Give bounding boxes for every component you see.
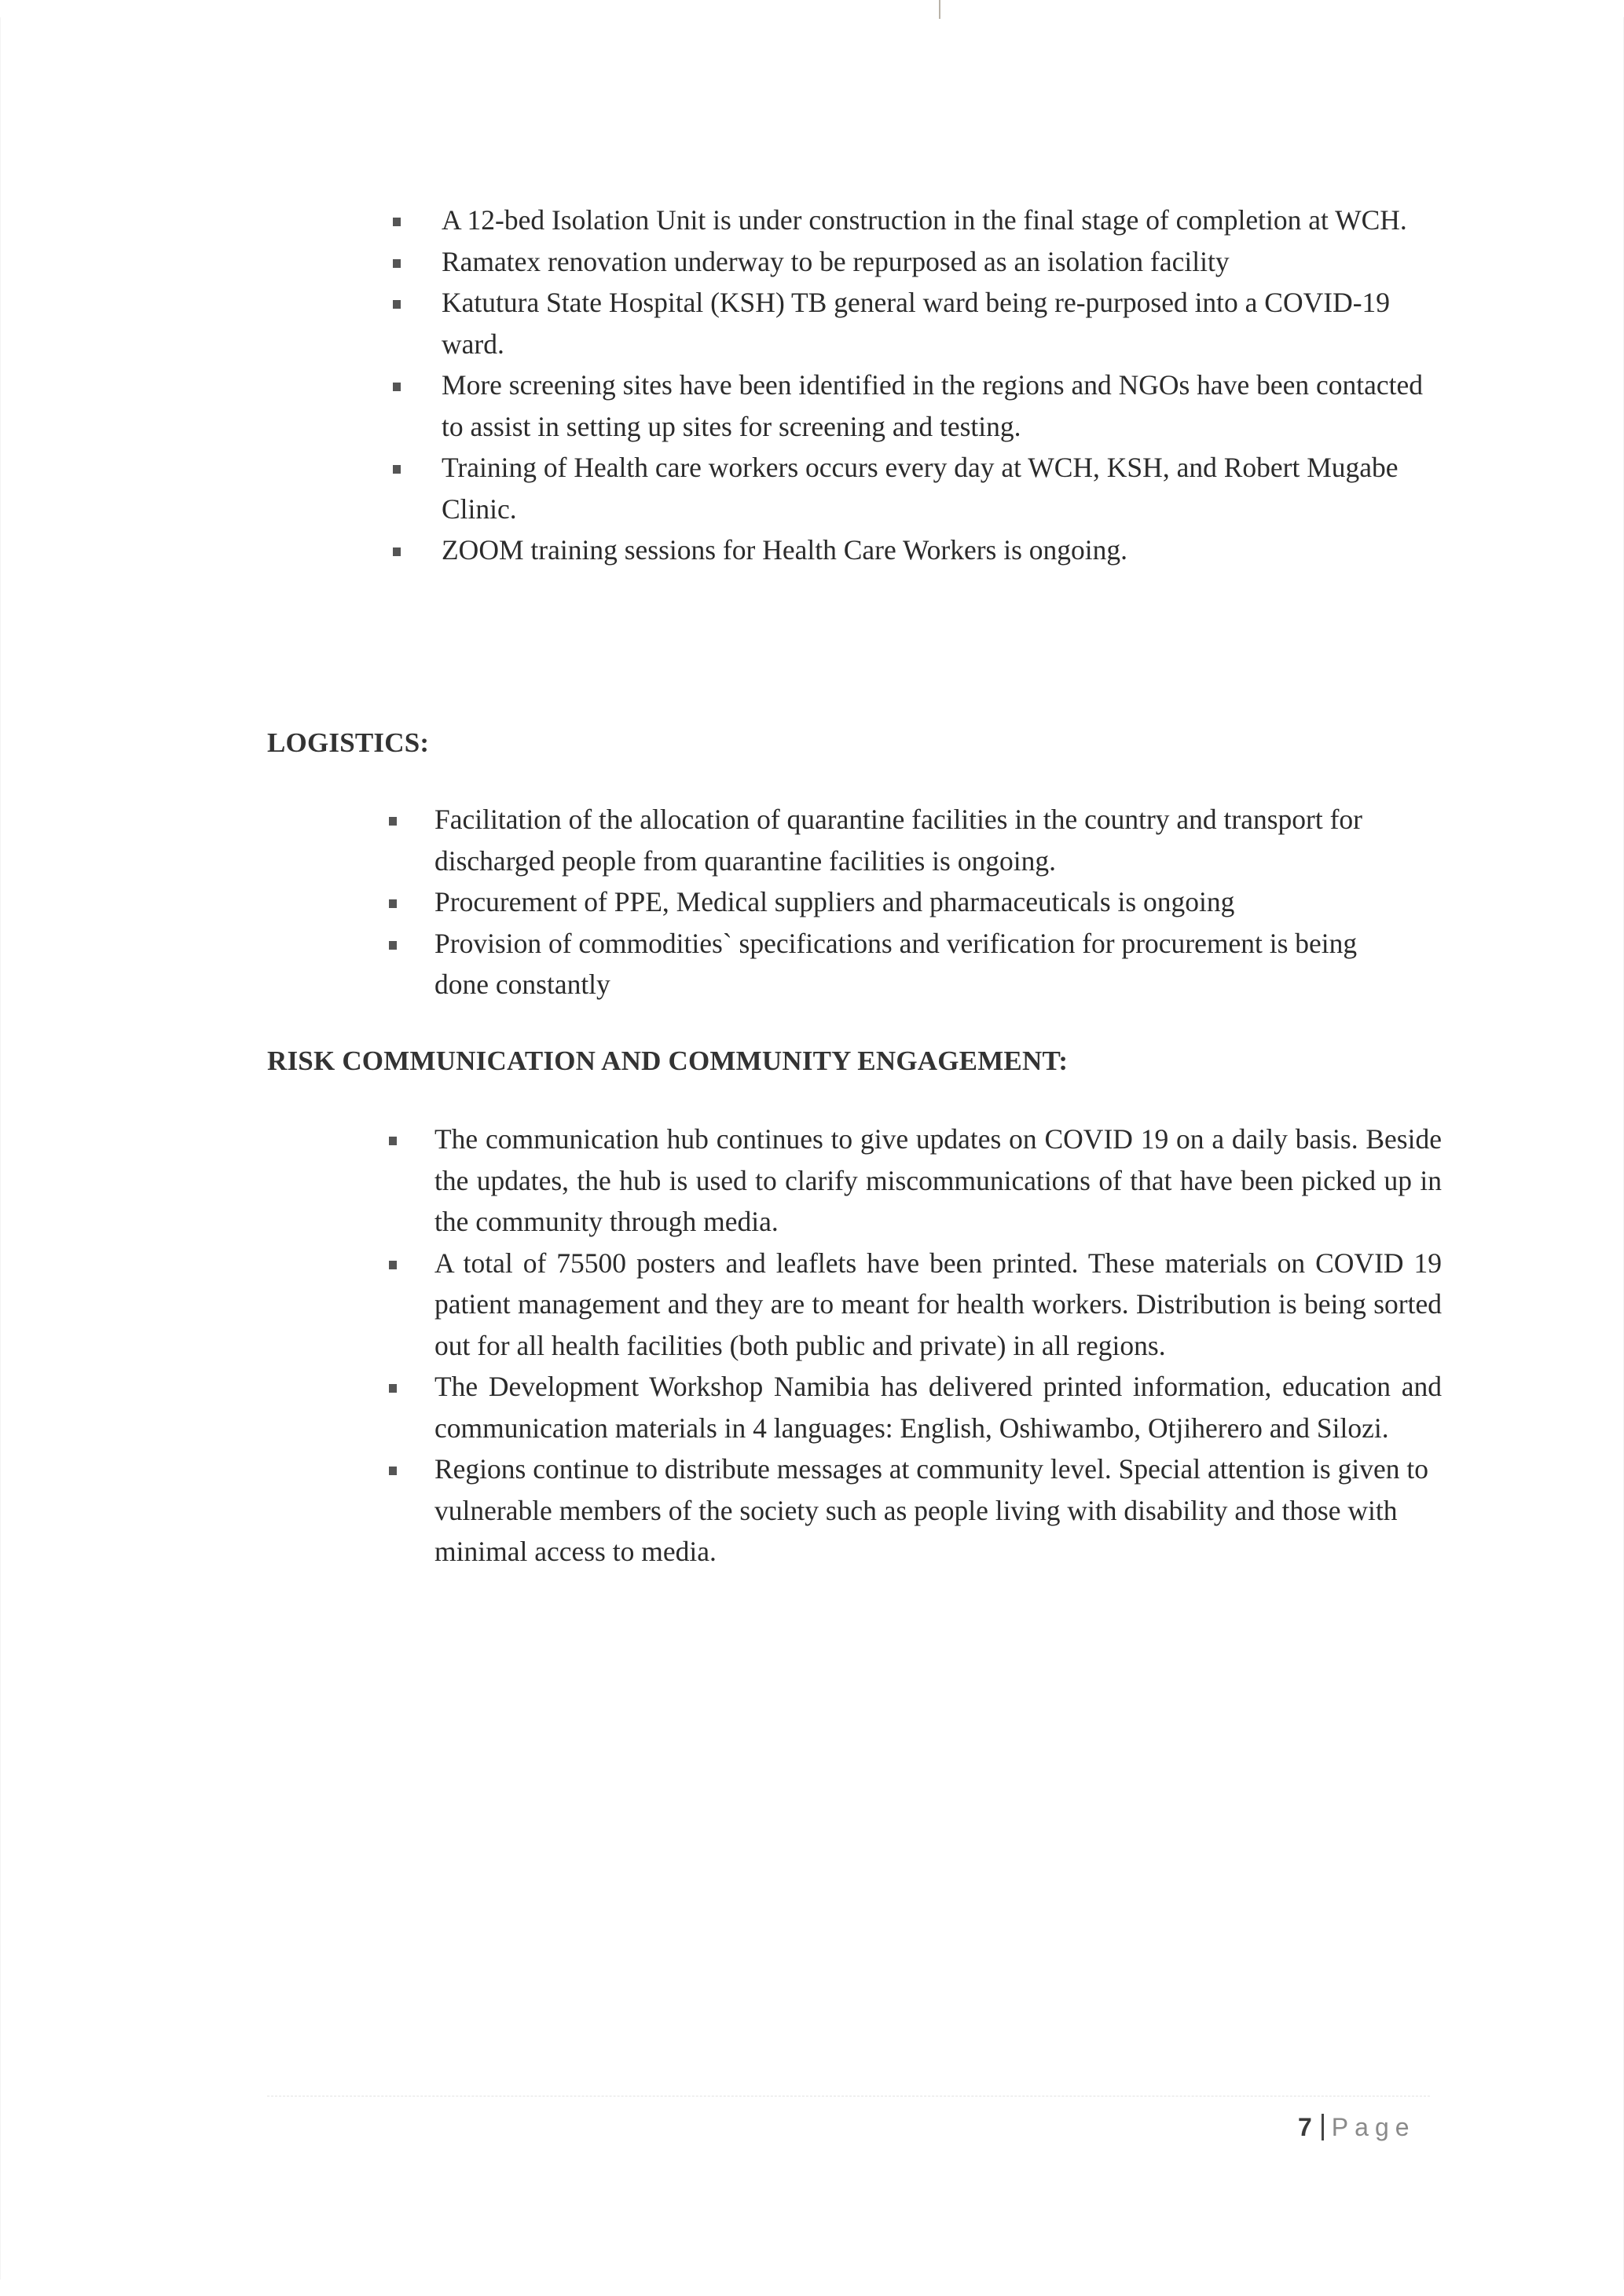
list-item-text: Katutura State Hospital (KSH) TB general ward being re-purposed into a COVID-19 ward.	[442, 287, 1391, 360]
page-number-separator	[1322, 2114, 1324, 2140]
list-item	[393, 364, 1446, 447]
list-item-text: Facilitation of the allocation of quarantine facilities in the country and transport for discharged people from quarantine facilities is ongoing.	[434, 804, 1362, 877]
list-item-text: More screening sites have been identified in the regions and NGOs have been contacted to assist in setting up sites for screening and testing.	[442, 369, 1423, 442]
list-item	[393, 282, 1446, 364]
list-item-text: Ramatex renovation underway to be repurposed as an isolation facility	[442, 245, 1230, 277]
list-item-text: A 12-bed Isolation Unit is under construction in the final stage of completion at WCH.	[442, 204, 1407, 236]
section-heading-risk-communication: RISK COMMUNICATION AND COMMUNITY ENGAGEMENT:	[267, 1045, 1069, 1076]
square-bullet-icon	[393, 383, 401, 391]
list-item	[393, 529, 1446, 571]
list-item	[389, 1119, 1442, 1243]
page-number-value: 7	[1298, 2113, 1312, 2141]
list-item	[389, 1243, 1442, 1367]
square-bullet-icon	[389, 1137, 397, 1145]
list-item-text: Regions continue to distribute messages at community level. Special attention is given to vulnerable members of the society such as people living with disability and those with minimal access to media.	[434, 1453, 1428, 1567]
logistics-bullet-list	[389, 799, 1418, 1005]
square-bullet-icon	[389, 817, 397, 826]
list-item	[393, 241, 1446, 283]
square-bullet-icon	[393, 465, 401, 474]
list-item	[389, 923, 1418, 1005]
list-item-text: Procurement of PPE, Medical suppliers and pharmaceuticals is ongoing	[434, 886, 1235, 917]
facilities-bullet-list	[393, 200, 1446, 571]
square-bullet-icon	[393, 259, 401, 268]
page-label: Page	[1331, 2113, 1416, 2141]
square-bullet-icon	[393, 300, 401, 309]
list-item-text: Provision of commodities` specifications and verification for procurement is being done constantly	[434, 927, 1358, 1000]
square-bullet-icon	[389, 1384, 397, 1393]
page-number	[1298, 2111, 1416, 2143]
list-item-text: ZOOM training sessions for Health Care Workers is ongoing.	[442, 534, 1128, 566]
list-item	[389, 1448, 1442, 1573]
list-item	[393, 447, 1446, 529]
list-item-text: A total of 75500 posters and leaflets have been printed. These materials on COVID 19 patient management and they are to meant for health workers. Distribution is being sorted out for all health facilities (both public and private) in all regions.	[434, 1247, 1442, 1361]
square-bullet-icon	[389, 1467, 397, 1475]
square-bullet-icon	[393, 218, 401, 226]
square-bullet-icon	[389, 899, 397, 908]
list-item	[389, 881, 1418, 923]
list-item	[393, 200, 1446, 241]
section-heading-logistics: LOGISTICS:	[267, 727, 430, 758]
square-bullet-icon	[389, 941, 397, 950]
list-item	[389, 1366, 1442, 1448]
list-item-text: The communication hub continues to give updates on COVID 19 on a daily basis. Beside the updates, the hub is used to clarify miscommunications of that have been picked up in the community through media.	[434, 1123, 1442, 1237]
risk-communication-bullet-list	[389, 1119, 1442, 1573]
list-item-text: The Development Workshop Namibia has delivered printed information, education and communication materials in 4 languages: English, Oshiwambo, Otjiherero and Silozi.	[434, 1371, 1442, 1444]
square-bullet-icon	[389, 1261, 397, 1269]
square-bullet-icon	[393, 547, 401, 556]
scan-artifact-mark	[939, 0, 940, 19]
list-item	[389, 799, 1418, 881]
list-item-text: Training of Health care workers occurs every day at WCH, KSH, and Robert Mugabe Clinic.	[442, 452, 1399, 525]
